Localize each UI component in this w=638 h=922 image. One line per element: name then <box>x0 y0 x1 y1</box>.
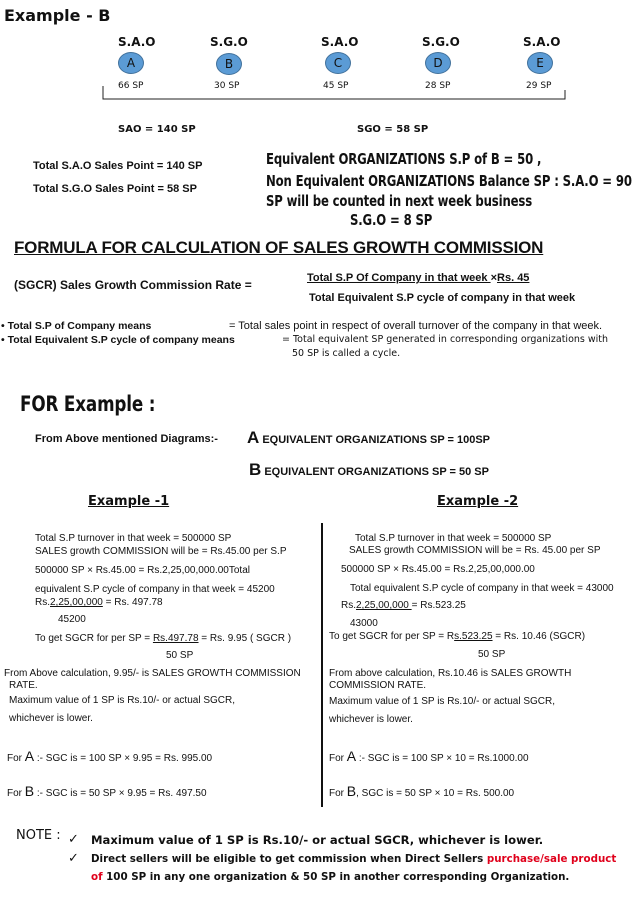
letter-b: B <box>346 783 357 799</box>
note-item-2-highlight: purchase/sale product <box>486 853 617 865</box>
ex1-sgcr <box>35 633 291 644</box>
ex1-line: Total S.P turnover in that week = 500000 SP <box>35 533 232 544</box>
ex2-line: COMMISSION RATE. <box>329 680 427 691</box>
for-example-heading: FOR Example : <box>20 392 156 416</box>
ex1-line: whichever is lower. <box>9 713 93 724</box>
note-item-2-text: Direct sellers will be eligible to get commission when Direct Sellers <box>91 853 487 865</box>
letter-b: B <box>24 783 35 799</box>
next-week-line: SP will be counted in next week business <box>266 192 533 210</box>
node-circle-e: E <box>527 52 553 74</box>
for-text: For <box>7 753 25 764</box>
ex1-line: 500000 SP × Rs.45.00 = Rs.2,25,00,000.00Total <box>35 565 250 576</box>
times-sign: × <box>490 272 498 284</box>
ex2-for-b <box>329 783 514 799</box>
note-of-highlight: of <box>91 871 103 883</box>
node-sp: 45 SP <box>323 81 349 91</box>
total-sgo: Total S.G.O Sales Point = 58 SP <box>33 183 197 195</box>
ex1-line: SALES growth COMMISSION will be = Rs.45.00 per S.P <box>35 546 287 557</box>
ex1-for-a <box>7 748 212 764</box>
definition-term-1 <box>1 320 151 332</box>
note-item-2-cont <box>91 871 569 883</box>
node-sp: 66 SP <box>118 81 144 91</box>
example1-title: Example -1 <box>88 494 170 509</box>
ex1-line: equivalent S.P cycle of company in that week = 45200 <box>35 584 275 595</box>
node-sp: 29 SP <box>526 81 552 91</box>
example2-title: Example -2 <box>437 494 519 509</box>
grouping-bracket <box>0 0 638 110</box>
column-divider <box>321 523 323 807</box>
for-a-calc: :- SGC is = 100 SP × 9.95 = Rs. 995.00 <box>34 753 213 764</box>
for-b-calc: :- SGC is = 50 SP × 9.95 = Rs. 497.50 <box>34 788 207 799</box>
note-item-2-rest: 100 SP in any one organization & 50 SP in another corresponding Organization. <box>102 871 570 883</box>
ex2-sgcr-numer: s.523.25 <box>454 631 493 642</box>
node-circle-b: B <box>216 53 242 75</box>
node-type-label: S.A.O <box>523 35 561 49</box>
equiv-a-text: EQUIVALENT ORGANIZATIONS SP = 100SP <box>259 434 491 446</box>
letter-b: B <box>249 460 262 479</box>
ex2-sgcr-denom: 50 SP <box>478 649 506 660</box>
ex2-line: SALES growth COMMISSION will be = Rs. 45.00 per SP <box>349 545 601 556</box>
ex1-line: RATE. <box>9 680 38 691</box>
ex1-sgcr-label: To get SGCR for per SP = <box>35 633 153 644</box>
term-text: Total Equivalent S.P cycle of company means <box>7 334 235 346</box>
ex2-rs: Rs. <box>341 600 356 611</box>
ex1-fraction <box>35 597 163 608</box>
ex2-result: = Rs.523.25 <box>411 600 466 611</box>
note-item-2 <box>91 853 616 865</box>
for-text: For <box>7 788 25 799</box>
equiv-a-line <box>247 428 490 448</box>
ex2-line: Maximum value of 1 SP is Rs.10/- or actual SGCR, <box>329 696 556 707</box>
node-sp: 28 SP <box>425 81 451 91</box>
total-sao: Total S.A.O Sales Point = 140 SP <box>33 160 203 172</box>
formula-heading: FORMULA FOR CALCULATION OF SALES GROWTH COMMISSION <box>14 238 544 257</box>
note-item-1: Maximum value of 1 SP is Rs.10/- or actual SGCR, whichever is lower. <box>91 833 544 847</box>
ex1-sgcr-numer: Rs.497.78 <box>152 633 199 644</box>
ex1-result: = Rs. 497.78 <box>102 597 163 608</box>
ex1-for-b <box>7 783 207 799</box>
for-b-calc: , SGC is = 50 SP × 10 = Rs. 500.00 <box>356 788 515 799</box>
definition-meaning-1: = Total sales point in respect of overall turnover of the company in that week. <box>229 320 603 332</box>
formula-denominator: Total Equivalent S.P cycle of company in that week <box>309 292 576 304</box>
page-title: Example - B <box>4 6 111 25</box>
node-circle-a: A <box>118 52 144 74</box>
ex1-line: From Above calculation, 9.95/- is SALES GROWTH COMMISSION <box>4 668 301 679</box>
node-type-label: S.G.O <box>422 35 460 49</box>
sgcr-label: (SGCR) Sales Growth Commission Rate = <box>14 278 252 292</box>
ex1-rs: Rs. <box>35 597 50 608</box>
ex2-numer: 2,25,00,000 <box>356 600 412 611</box>
rate-text: Rs. 45 <box>497 272 530 284</box>
ex1-line: Maximum value of 1 SP is Rs.10/- or actual SGCR, <box>9 695 236 706</box>
ex2-sgcr <box>329 631 585 642</box>
check-icon: ✓ <box>68 851 79 866</box>
sao-total: SAO = 140 SP <box>118 124 196 135</box>
term-text: Total S.P of Company means <box>7 320 152 332</box>
sgo-total: SGO = 58 SP <box>357 124 429 135</box>
letter-a: A <box>24 748 35 764</box>
numerator-text: Total S.P Of Company in that week <box>307 272 491 284</box>
definition-meaning-2b: 50 SP is called a cycle. <box>292 348 401 359</box>
node-circle-d: D <box>425 52 451 74</box>
ex2-line: 500000 SP × Rs.45.00 = Rs.2,25,00,000.00 <box>341 564 535 575</box>
ex1-denom: 45200 <box>58 614 86 625</box>
node-circle-c: C <box>325 52 351 74</box>
for-text: For <box>329 753 347 764</box>
non-equivalent-line: Non Equivalent ORGANIZATIONS Balance SP : S.A.O = 90 <box>266 172 632 190</box>
equivalent-line: Equivalent ORGANIZATIONS S.P of B = 50 , <box>266 150 542 168</box>
ex2-sgcr-label: To get SGCR for per SP = R <box>329 631 455 642</box>
note-label: NOTE : <box>16 828 61 843</box>
for-a-calc: :- SGC is = 100 SP × 10 = Rs.1000.00 <box>356 753 529 764</box>
ex1-numer: 2,25,00,000 <box>50 597 103 608</box>
ex2-line: whichever is lower. <box>329 714 413 725</box>
ex1-sgcr-result: = Rs. 9.95 ( SGCR ) <box>198 633 292 644</box>
sgo-balance-line: S.G.O = 8 SP <box>350 211 433 229</box>
bullet: • <box>1 320 5 332</box>
from-above-label: From Above mentioned Diagrams:- <box>35 433 218 445</box>
ex2-for-a <box>329 748 529 764</box>
node-type-label: S.G.O <box>210 35 248 49</box>
node-type-label: S.A.O <box>118 35 156 49</box>
bullet: • <box>1 334 5 346</box>
formula-numerator <box>307 272 529 284</box>
ex2-line: Total S.P turnover in that week = 500000 SP <box>355 533 552 544</box>
equiv-b-line <box>249 460 489 480</box>
definition-term-2 <box>1 334 235 346</box>
letter-a: A <box>346 748 357 764</box>
ex2-line: Total equivalent S.P cycle of company in that week = 43000 <box>350 583 614 594</box>
ex2-denom: 43000 <box>350 618 378 629</box>
check-icon: ✓ <box>68 832 79 847</box>
ex2-line: From above calculation, Rs.10.46 is SALES GROWTH <box>329 668 572 679</box>
node-sp: 30 SP <box>214 81 240 91</box>
definition-meaning-2: = Total equivalent SP generated in corresponding organizations with <box>282 334 609 345</box>
ex1-sgcr-denom: 50 SP <box>166 650 194 661</box>
ex2-sgcr-result: = Rs. 10.46 (SGCR) <box>492 631 586 642</box>
node-type-label: S.A.O <box>321 35 359 49</box>
for-text: For <box>329 788 347 799</box>
ex2-fraction <box>341 600 466 611</box>
equiv-b-text: EQUIVALENT ORGANIZATIONS SP = 50 SP <box>261 466 489 478</box>
letter-a: A <box>247 428 260 447</box>
